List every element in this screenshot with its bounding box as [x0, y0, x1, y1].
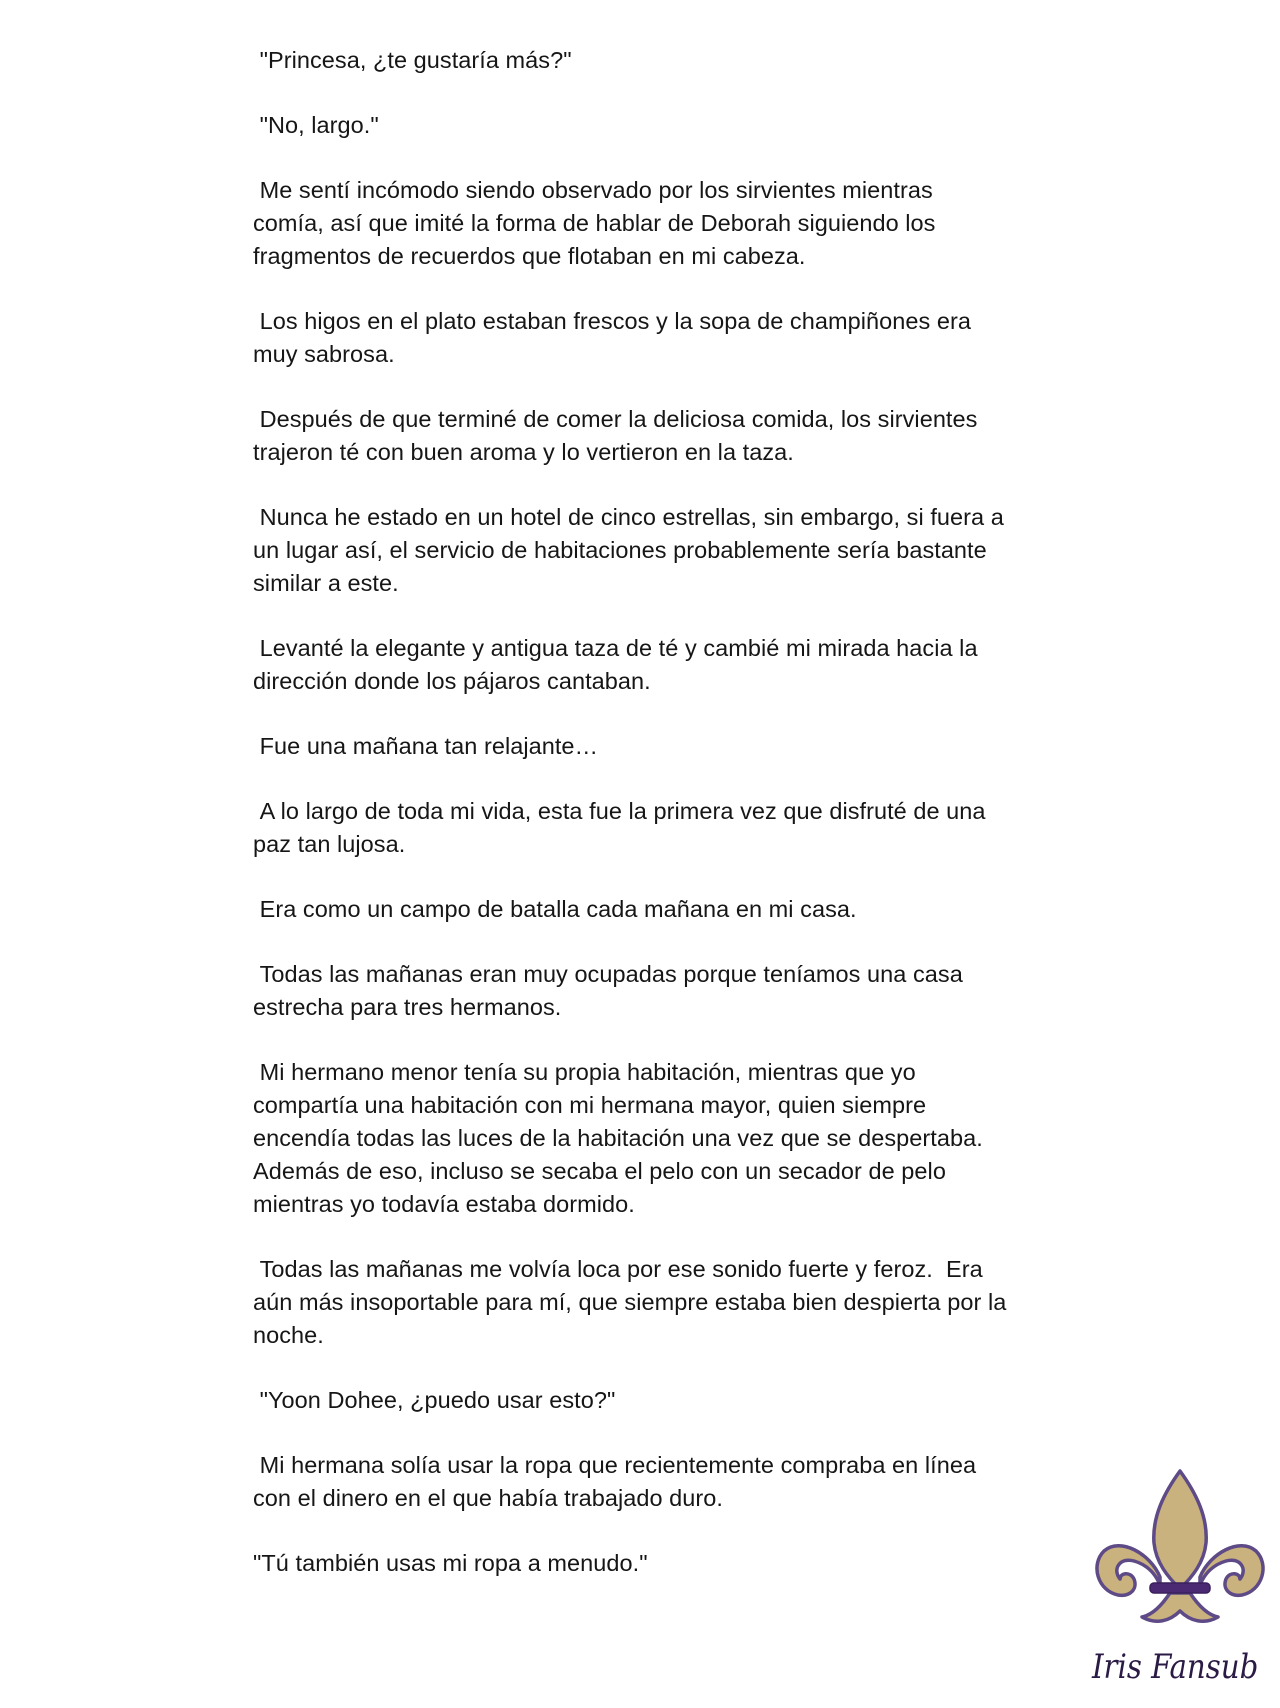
paragraph: Después de que terminé de comer la deliciosa comida, los sirvientes trajeron té con buen aroma y lo vertieron en la taza.	[253, 406, 978, 465]
paragraph: Todas las mañanas me volvía loca por ese sonido fuerte y feroz. Era aún más insoportable para mí, que siempre estaba bien despierta por la noche.	[253, 1256, 1007, 1348]
paragraph: "Princesa, ¿te gustaría más?"	[253, 47, 572, 73]
paragraph: "No, largo."	[253, 112, 379, 138]
paragraph: Nunca he estado en un hotel de cinco estrellas, sin embargo, si fuera a un lugar así, el servicio de habitaciones probablemente sería bastante similar a este.	[253, 504, 1004, 596]
paragraph: Todas las mañanas eran muy ocupadas porque teníamos una casa estrecha para tres hermanos.	[253, 961, 963, 1020]
paragraph: Los higos en el plato estaban frescos y la sopa de champiñones era muy sabrosa.	[253, 308, 971, 367]
fleur-de-lis-icon	[1090, 1465, 1270, 1645]
paragraph: Levanté la elegante y antigua taza de té y cambié mi mirada hacia la dirección donde los pájaros cantaban.	[253, 635, 978, 694]
paragraph: Era como un campo de batalla cada mañana en mi casa.	[253, 896, 857, 922]
paragraph: Mi hermano menor tenía su propia habitación, mientras que yo compartía una habitación con mi hermana mayor, quien siempre encendía todas las luces de la habitación una vez que se despertaba. Además de eso, incluso se secaba el pelo con un secador de pelo mientras yo todavía estaba dormido.	[253, 1059, 983, 1217]
watermark-label: Iris Fansub	[1092, 1647, 1259, 1687]
paragraph: A lo largo de toda mi vida, esta fue la primera vez que disfruté de una paz tan lujosa.	[253, 798, 986, 857]
paragraph: "Tú también usas mi ropa a menudo."	[253, 1550, 648, 1576]
paragraph: Mi hermana solía usar la ropa que recientemente compraba en línea con el dinero en el que había trabajado duro.	[253, 1452, 977, 1511]
paragraph: Fue una mañana tan relajante…	[253, 733, 599, 759]
paragraph: "Yoon Dohee, ¿puedo usar esto?"	[253, 1387, 616, 1413]
paragraph: Me sentí incómodo siendo observado por los sirvientes mientras comía, así que imité la forma de hablar de Deborah siguiendo los fragmentos de recuerdos que flotaban en mi cabeza.	[253, 177, 936, 269]
story-text	[253, 44, 1053, 1612]
iris-fansub-watermark	[1090, 1465, 1270, 1700]
